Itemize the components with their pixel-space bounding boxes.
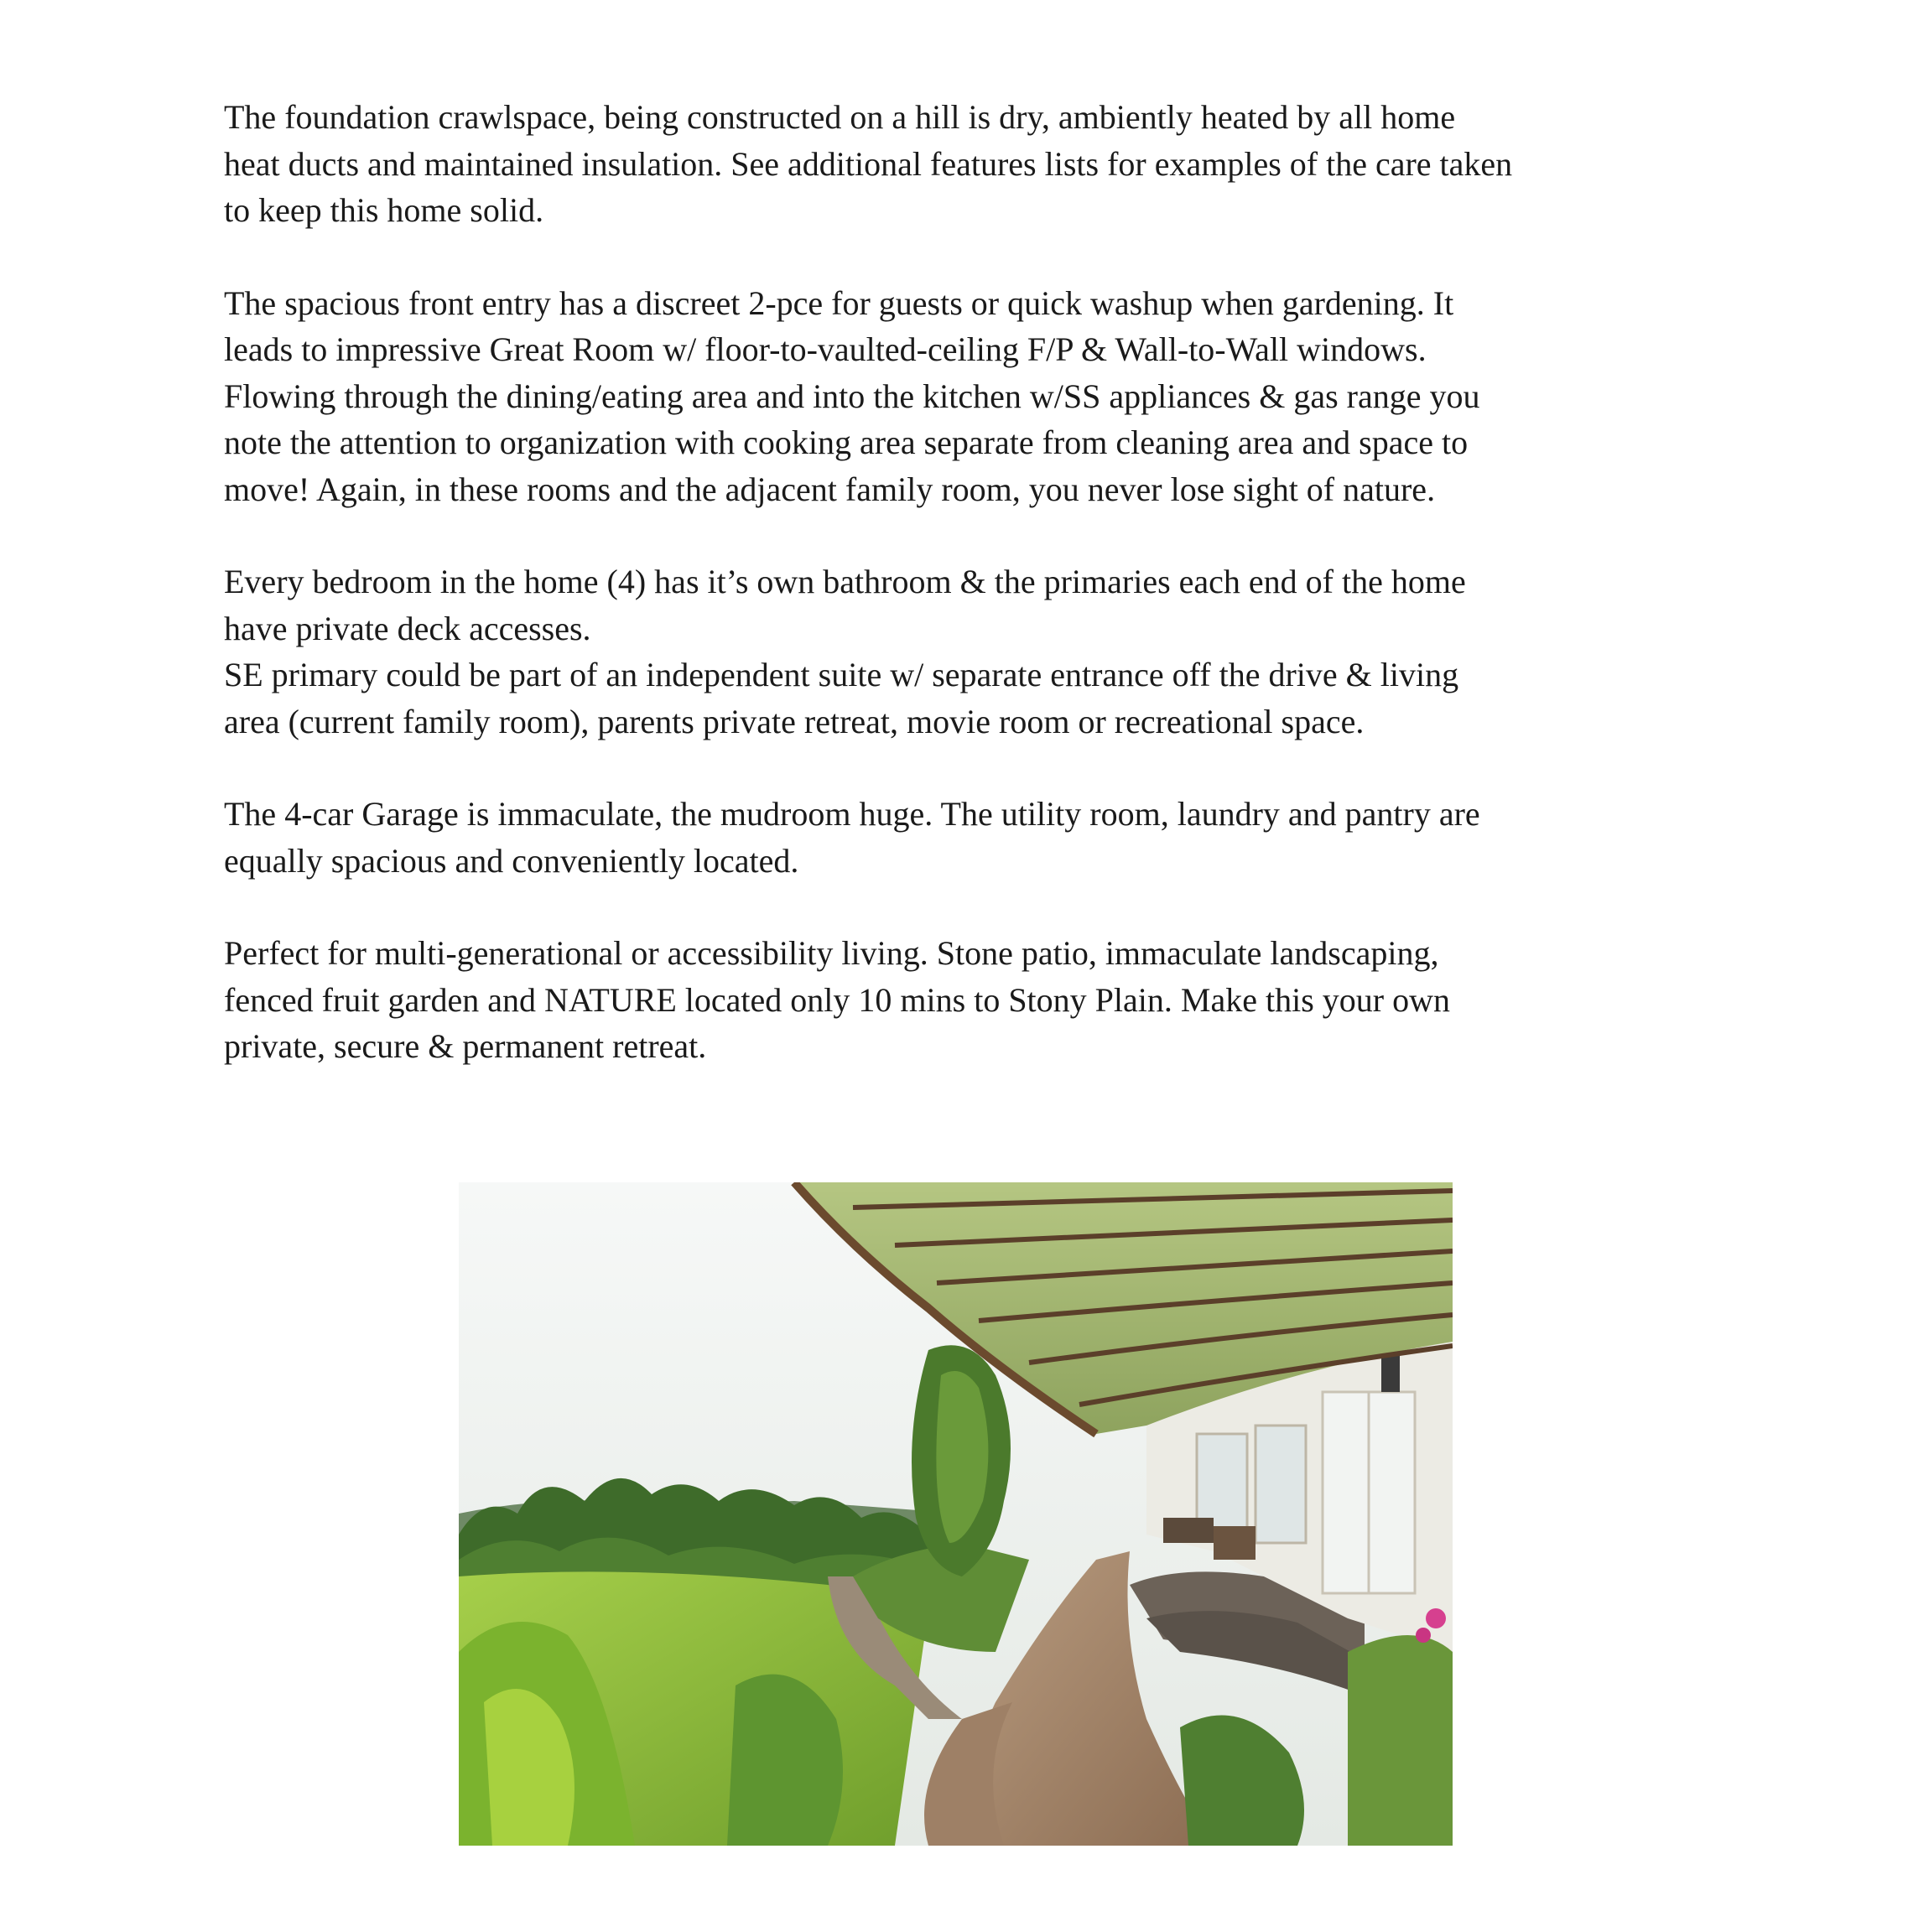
paragraph-summary: Perfect for multi-generational or accessibility living. Stone patio, immaculate landscaping, fenced fruit garden and NATURE located only 10 mins to Stony Plain. Make this your own private, secure & permanent retreat.: [224, 934, 1450, 1065]
paragraph-bedrooms: Every bedroom in the home (4) has it’s own bathroom & the primaries each end of the home have private deck accesses. SE primary could be part of an independent suite w/ separate entrance off the drive & living area (current family room), parents private retreat, movie room or recreational space.: [224, 563, 1466, 740]
paragraph-garage: The 4-car Garage is immaculate, the mudroom huge. The utility room, laundry and pantry are equally spacious and conveniently located.: [224, 795, 1480, 880]
paragraph-foundation: The foundation crawlspace, being constructed on a hill is dry, ambiently heated by all home heat ducts and maintained insulation. See additional features lists for examples of the care taken to keep this home solid.: [224, 98, 1513, 229]
listing-description: [224, 94, 1700, 1116]
paragraph-front-entry: The spacious front entry has a discreet 2-pce for guests or quick washup when gardening. It leads to impressive Great Room w/ floor-to-vaulted-ceiling F/P & Wall-to-Wall windows. Flowing through the dining/eating area and into the kitchen w/SS appliances & gas range you note the attention to organization with cooking area separate from cleaning area and space to move! Again, in these rooms and the adjacent family room, you never lose sight of nature.: [224, 283, 1480, 508]
patio-photo: [459, 1182, 1453, 1846]
patio-photo-illustration: [459, 1182, 1453, 1846]
